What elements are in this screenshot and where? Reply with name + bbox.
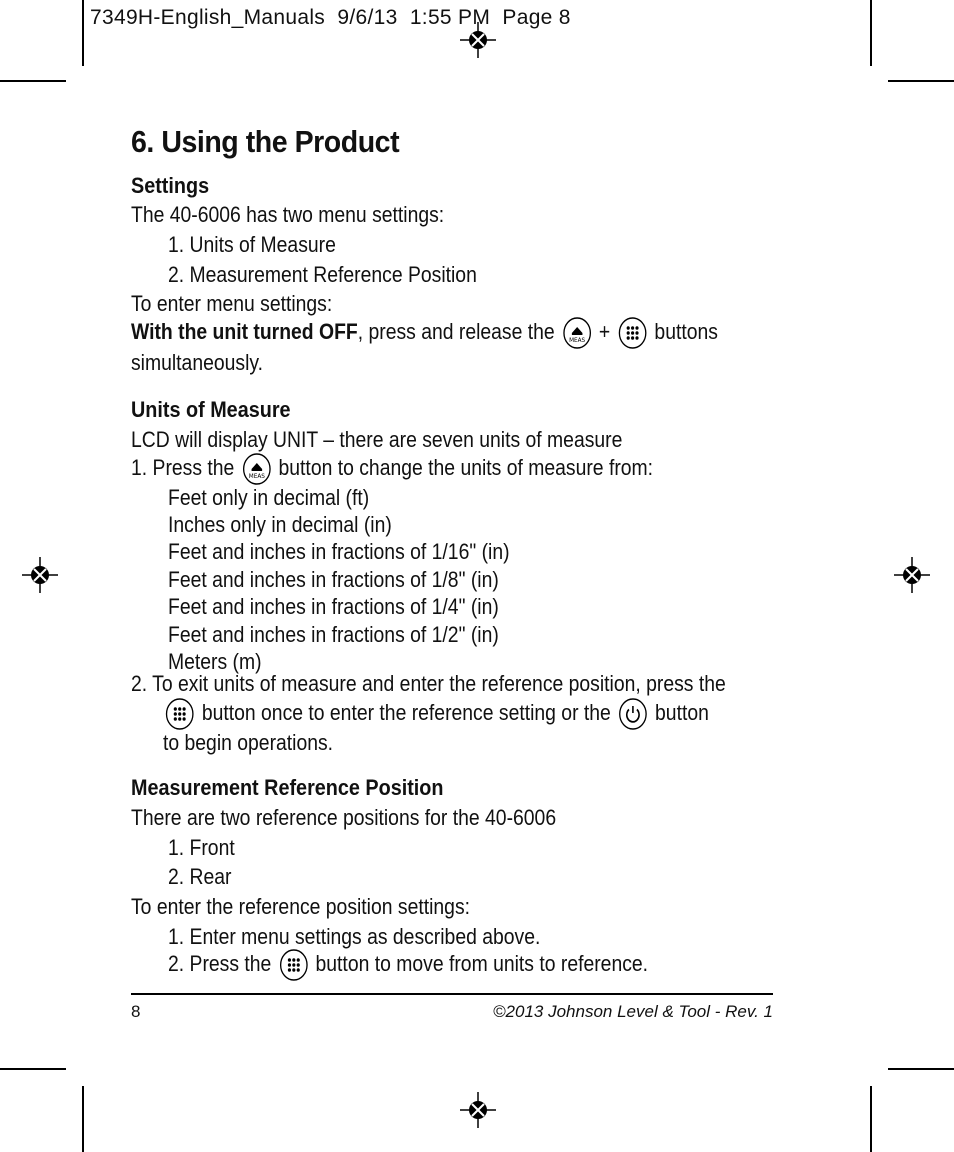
- units-step-2-line-2: [163, 697, 709, 731]
- units-step-2-d: to begin operations.: [163, 730, 334, 755]
- settings-item-1: 1. Units of Measure: [168, 232, 336, 257]
- units-step-2-c: button: [655, 699, 709, 725]
- settings-heading: Settings: [131, 173, 210, 198]
- unit-option-7: Meters (m): [168, 649, 262, 674]
- crop-mark-top-left-vertical: [82, 0, 84, 66]
- unit-option-4: Feet and inches in fractions of 1/8" (in): [168, 567, 499, 592]
- registration-mark-left-icon: [22, 557, 58, 593]
- reference-step-2-a: 2. Press the: [168, 950, 272, 976]
- reference-heading: Measurement Reference Position: [131, 775, 444, 800]
- reference-step-1: 1. Enter menu settings as described above.: [168, 924, 541, 949]
- reference-step-2: [168, 948, 648, 982]
- menu-grid-button-icon: [165, 697, 195, 731]
- unit-option-6: Feet and inches in fractions of 1/2" (in): [168, 622, 499, 647]
- reference-step-2-b: button to move from units to reference.: [315, 950, 649, 976]
- settings-enter: To enter menu settings:: [131, 291, 333, 316]
- units-intro: LCD will display UNIT – there are seven units of measure: [131, 427, 623, 452]
- print-slug: 7349H-English_Manuals 9/6/13 1:55 PM Page 8: [90, 6, 571, 29]
- units-step-1-b: button to change the units of measure from:: [278, 454, 654, 480]
- units-step-1-a: 1. Press the: [131, 454, 235, 480]
- reference-enter: To enter the reference position settings:: [131, 894, 471, 919]
- crop-mark-top-right-horizontal: [888, 80, 954, 82]
- crop-mark-top-left-horizontal: [0, 80, 66, 82]
- crop-mark-bottom-right-horizontal: [888, 1068, 954, 1070]
- unit-option-3: Feet and inches in fractions of 1/16" (in): [168, 539, 510, 564]
- units-heading: Units of Measure: [131, 397, 291, 422]
- units-step-2-b: button once to enter the reference setting or the: [201, 699, 611, 725]
- units-step-2: 2. To exit units of measure and enter the reference position, press the: [131, 671, 726, 696]
- registration-mark-top-icon: [460, 22, 496, 58]
- registration-mark-bottom-icon: [460, 1092, 496, 1128]
- menu-grid-button-icon: [278, 948, 308, 982]
- settings-press-line: [131, 316, 718, 350]
- menu-grid-button-icon: [617, 316, 647, 350]
- crop-mark-bottom-left-horizontal: [0, 1068, 66, 1070]
- meas-button-icon: [562, 316, 592, 350]
- copyright: ©2013 Johnson Level & Tool - Rev. 1: [493, 1002, 773, 1021]
- settings-intro: The 40-6006 has two menu settings:: [131, 202, 445, 227]
- unit-option-2: Inches only in decimal (in): [168, 512, 392, 537]
- unit-option-1: Feet only in decimal (ft): [168, 485, 370, 510]
- settings-bold-lead: With the unit turned OFF: [131, 318, 358, 344]
- reference-item-rear: 2. Rear: [168, 864, 232, 889]
- plus-sign: +: [598, 318, 611, 344]
- crop-mark-top-right-vertical: [870, 0, 872, 66]
- settings-buttons-word: buttons: [654, 318, 718, 344]
- reference-intro: There are two reference positions for the 40-6006: [131, 805, 557, 830]
- registration-mark-right-icon: [894, 557, 930, 593]
- settings-item-2: 2. Measurement Reference Position: [168, 262, 477, 287]
- power-button-icon: [618, 697, 648, 731]
- unit-option-5: Feet and inches in fractions of 1/4" (in): [168, 594, 499, 619]
- settings-press-text: , press and release the: [357, 318, 555, 344]
- units-step-1: [131, 452, 653, 486]
- page-number: 8: [131, 1002, 141, 1021]
- meas-button-icon: [241, 452, 271, 486]
- svg-text:MEAS: MEAS: [568, 336, 585, 345]
- crop-mark-bottom-left-vertical: [82, 1086, 84, 1152]
- footer-rule: [131, 993, 773, 995]
- svg-text:MEAS: MEAS: [248, 472, 265, 481]
- crop-mark-bottom-right-vertical: [870, 1086, 872, 1152]
- reference-item-front: 1. Front: [168, 835, 235, 860]
- settings-simultaneously: simultaneously.: [131, 350, 263, 375]
- page-title: 6. Using the Product: [131, 124, 400, 159]
